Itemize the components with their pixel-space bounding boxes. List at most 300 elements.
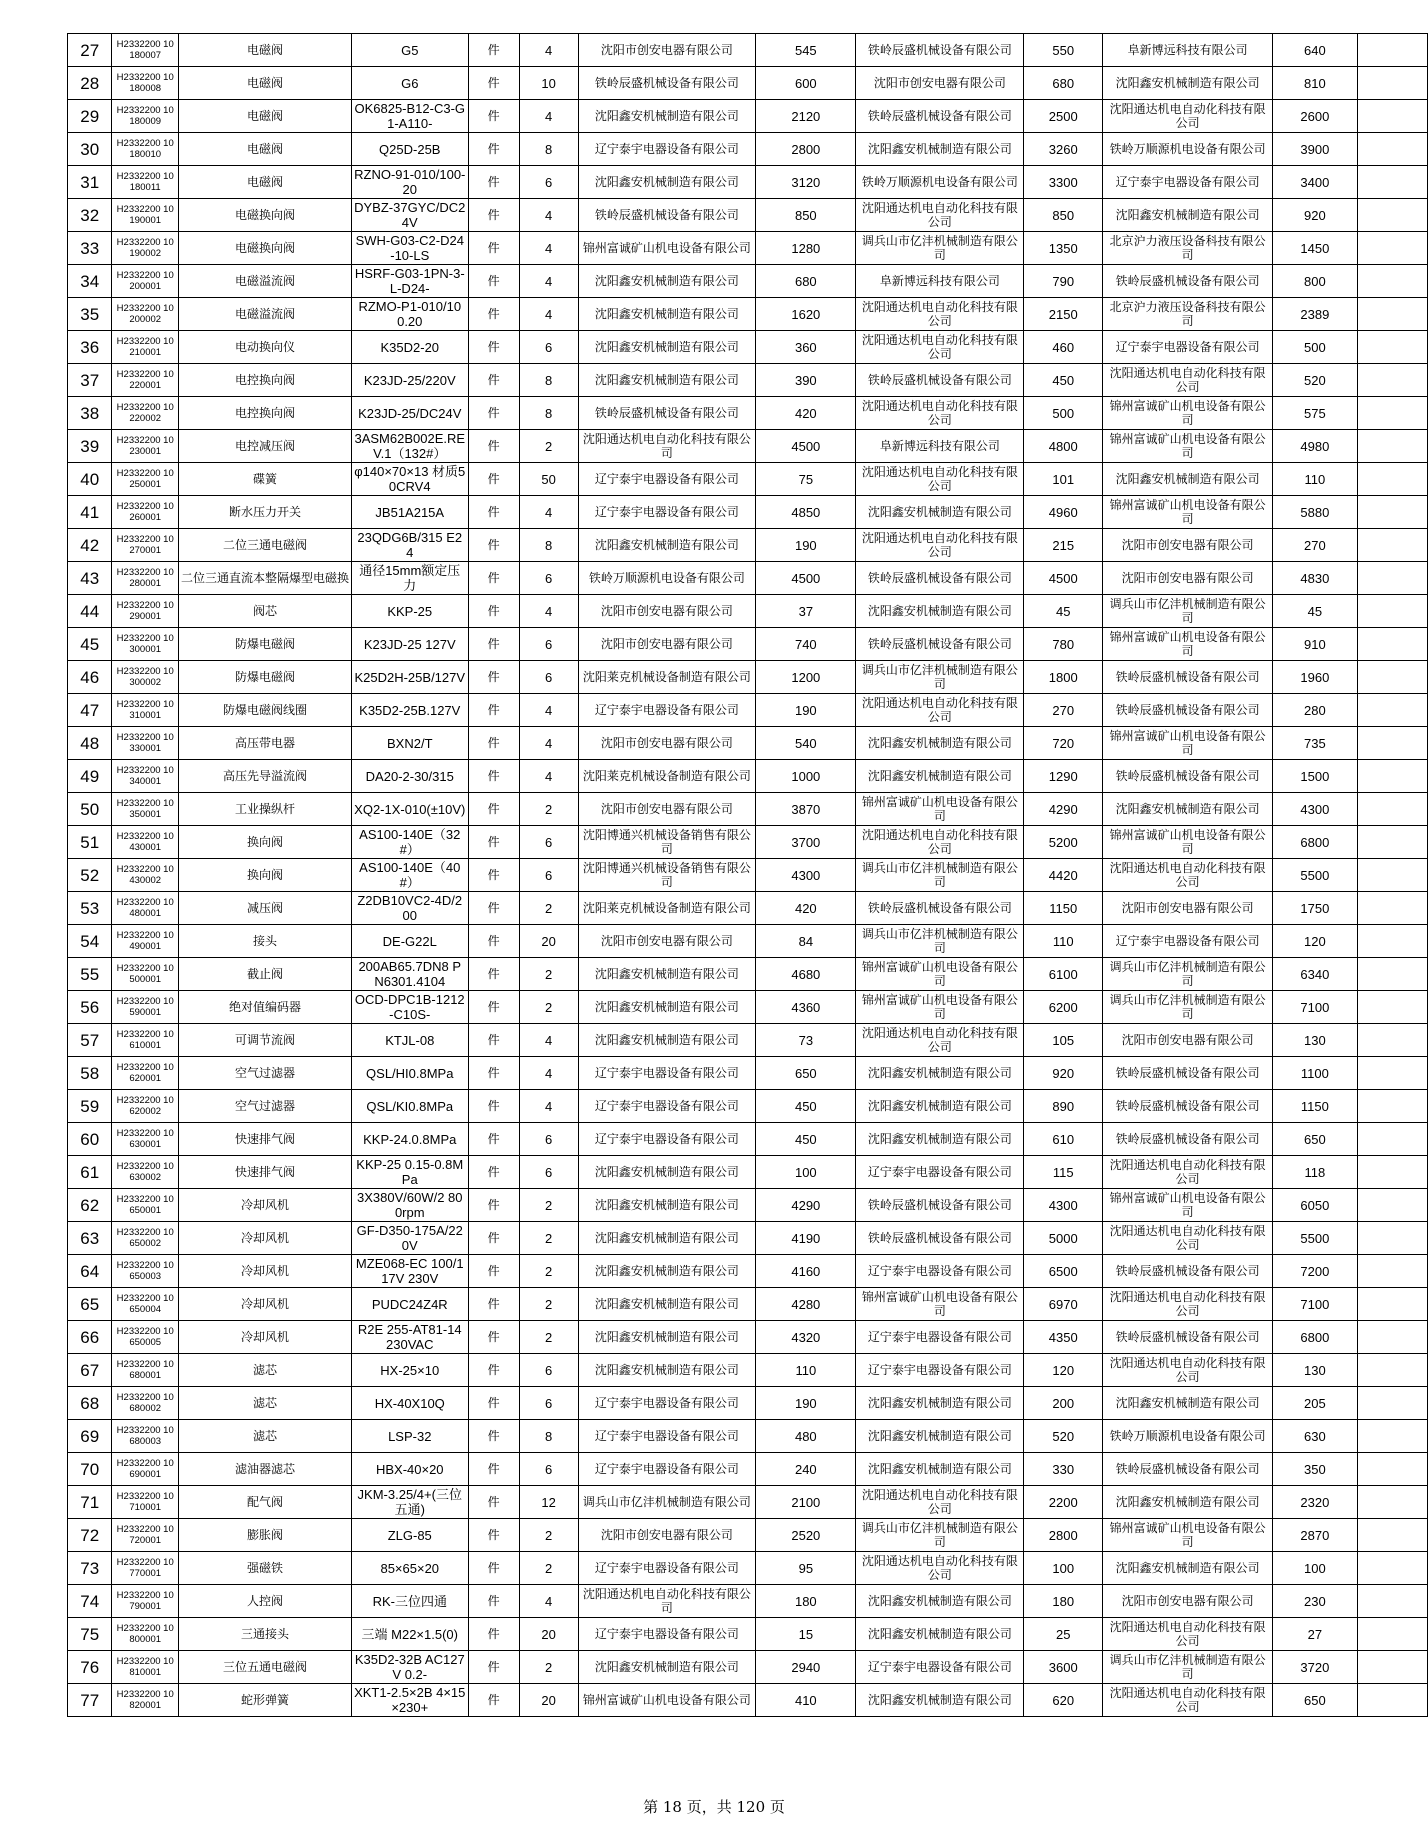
supplier-2-cell: 沈阳鑫安机械制造有限公司 [856, 1057, 1024, 1090]
blank-cell [1357, 100, 1427, 133]
price-3-cell: 130 [1273, 1024, 1358, 1057]
item-code-cell: H2332200 10180007 [112, 34, 179, 67]
supplier-1-cell: 沈阳市创安电器有限公司 [578, 925, 756, 958]
supplier-3-cell: 沈阳鑫安机械制造有限公司 [1103, 1486, 1273, 1519]
supplier-3-cell: 沈阳通达机电自动化科技有限公司 [1103, 1684, 1273, 1717]
supplier-2-cell: 沈阳鑫安机械制造有限公司 [856, 496, 1024, 529]
item-spec-cell: ZLG-85 [351, 1519, 468, 1552]
supplier-1-cell: 沈阳市创安电器有限公司 [578, 1519, 756, 1552]
price-1-cell: 3700 [756, 826, 856, 859]
item-name-cell: 电磁溢流阀 [178, 298, 351, 331]
supplier-3-cell: 铁岭辰盛机械设备有限公司 [1103, 1321, 1273, 1354]
row-number-cell: 49 [68, 760, 112, 793]
item-spec-cell: 3X380V/60W/2 800rpm [351, 1189, 468, 1222]
supplier-3-cell: 铁岭辰盛机械设备有限公司 [1103, 1123, 1273, 1156]
supplier-1-cell: 辽宁泰宇电器设备有限公司 [578, 1552, 756, 1585]
table-row [68, 661, 1428, 694]
supplier-3-cell: 沈阳市创安电器有限公司 [1103, 892, 1273, 925]
item-code-cell: H2332200 10340001 [112, 760, 179, 793]
blank-cell [1357, 1387, 1427, 1420]
item-name-cell: 电磁换向阀 [178, 199, 351, 232]
unit-cell: 件 [468, 529, 519, 562]
item-code-cell: H2332200 10490001 [112, 925, 179, 958]
item-code-cell: H2332200 10310001 [112, 694, 179, 727]
blank-cell [1357, 826, 1427, 859]
row-number-cell: 66 [68, 1321, 112, 1354]
quantity-cell: 4 [519, 199, 578, 232]
price-2-cell: 460 [1024, 331, 1103, 364]
price-2-cell: 1290 [1024, 760, 1103, 793]
supplier-1-cell: 沈阳鑫安机械制造有限公司 [578, 991, 756, 1024]
item-spec-cell: RK-三位四通 [351, 1585, 468, 1618]
blank-cell [1357, 265, 1427, 298]
quantity-cell: 50 [519, 463, 578, 496]
item-code-cell: H2332200 10220002 [112, 397, 179, 430]
item-code-cell: H2332200 10810001 [112, 1651, 179, 1684]
blank-cell [1357, 760, 1427, 793]
supplier-1-cell: 沈阳鑫安机械制造有限公司 [578, 1222, 756, 1255]
blank-cell [1357, 694, 1427, 727]
table-row [68, 1453, 1428, 1486]
quantity-cell: 6 [519, 1453, 578, 1486]
item-name-cell: 电磁阀 [178, 34, 351, 67]
table-row [68, 430, 1428, 463]
item-spec-cell: R2E 255-AT81-14 230VAC [351, 1321, 468, 1354]
item-code-cell: H2332200 10650002 [112, 1222, 179, 1255]
item-code-cell: H2332200 10350001 [112, 793, 179, 826]
quantity-cell: 8 [519, 529, 578, 562]
blank-cell [1357, 1057, 1427, 1090]
item-name-cell: 电磁阀 [178, 133, 351, 166]
quantity-cell: 2 [519, 958, 578, 991]
unit-cell: 件 [468, 1123, 519, 1156]
item-name-cell: 强磁铁 [178, 1552, 351, 1585]
price-2-cell: 6970 [1024, 1288, 1103, 1321]
table-row [68, 1090, 1428, 1123]
table-row [68, 1024, 1428, 1057]
supplier-1-cell: 锦州富诚矿山机电设备有限公司 [578, 1684, 756, 1717]
item-code-cell: H2332200 10180011 [112, 166, 179, 199]
blank-cell [1357, 1585, 1427, 1618]
price-1-cell: 100 [756, 1156, 856, 1189]
price-3-cell: 5500 [1273, 1222, 1358, 1255]
item-name-cell: 防爆电磁阀 [178, 661, 351, 694]
price-2-cell: 4290 [1024, 793, 1103, 826]
item-code-cell: H2332200 10650004 [112, 1288, 179, 1321]
unit-cell: 件 [468, 1684, 519, 1717]
row-number-cell: 30 [68, 133, 112, 166]
item-code-cell: H2332200 10200001 [112, 265, 179, 298]
table-row [68, 397, 1428, 430]
item-spec-cell: G5 [351, 34, 468, 67]
blank-cell [1357, 562, 1427, 595]
table-row [68, 1123, 1428, 1156]
price-1-cell: 4280 [756, 1288, 856, 1321]
price-2-cell: 3300 [1024, 166, 1103, 199]
item-spec-cell: KKP-24.0.8MPa [351, 1123, 468, 1156]
price-1-cell: 4500 [756, 430, 856, 463]
quantity-cell: 4 [519, 496, 578, 529]
table-row [68, 892, 1428, 925]
item-name-cell: 工业操纵杆 [178, 793, 351, 826]
row-number-cell: 37 [68, 364, 112, 397]
item-name-cell: 冷却风机 [178, 1222, 351, 1255]
blank-cell [1357, 298, 1427, 331]
item-name-cell: 冷却风机 [178, 1321, 351, 1354]
supplier-2-cell: 沈阳鑫安机械制造有限公司 [856, 595, 1024, 628]
price-2-cell: 680 [1024, 67, 1103, 100]
supplier-2-cell: 锦州富诚矿山机电设备有限公司 [856, 1288, 1024, 1321]
price-2-cell: 4300 [1024, 1189, 1103, 1222]
price-1-cell: 4160 [756, 1255, 856, 1288]
table-row [68, 1651, 1428, 1684]
row-number-cell: 34 [68, 265, 112, 298]
supplier-1-cell: 沈阳莱克机械设备制造有限公司 [578, 760, 756, 793]
quantity-cell: 4 [519, 1585, 578, 1618]
unit-cell: 件 [468, 991, 519, 1024]
row-number-cell: 61 [68, 1156, 112, 1189]
blank-cell [1357, 1552, 1427, 1585]
item-name-cell: 滤芯 [178, 1354, 351, 1387]
price-2-cell: 3260 [1024, 133, 1103, 166]
supplier-1-cell: 沈阳市创安电器有限公司 [578, 595, 756, 628]
item-code-cell: H2332200 10210001 [112, 331, 179, 364]
item-spec-cell: QSL/HI0.8MPa [351, 1057, 468, 1090]
price-2-cell: 4500 [1024, 562, 1103, 595]
table-row [68, 1486, 1428, 1519]
supplier-2-cell: 沈阳鑫安机械制造有限公司 [856, 1585, 1024, 1618]
table-row [68, 1156, 1428, 1189]
row-number-cell: 77 [68, 1684, 112, 1717]
item-name-cell: 电磁溢流阀 [178, 265, 351, 298]
table-row [68, 1387, 1428, 1420]
row-number-cell: 63 [68, 1222, 112, 1255]
supplier-3-cell: 铁岭辰盛机械设备有限公司 [1103, 1255, 1273, 1288]
item-name-cell: 高压带电器 [178, 727, 351, 760]
supplier-2-cell: 沈阳鑫安机械制造有限公司 [856, 1123, 1024, 1156]
unit-cell: 件 [468, 1321, 519, 1354]
price-2-cell: 2150 [1024, 298, 1103, 331]
supplier-3-cell: 辽宁泰宇电器设备有限公司 [1103, 925, 1273, 958]
table-row [68, 265, 1428, 298]
blank-cell [1357, 958, 1427, 991]
supplier-1-cell: 沈阳鑫安机械制造有限公司 [578, 166, 756, 199]
unit-cell: 件 [468, 595, 519, 628]
item-spec-cell: DYBZ-37GYC/DC24V [351, 199, 468, 232]
blank-cell [1357, 793, 1427, 826]
price-1-cell: 73 [756, 1024, 856, 1057]
price-3-cell: 1500 [1273, 760, 1358, 793]
item-name-cell: 断水压力开关 [178, 496, 351, 529]
price-2-cell: 4960 [1024, 496, 1103, 529]
item-code-cell: H2332200 10480001 [112, 892, 179, 925]
item-code-cell: H2332200 10610001 [112, 1024, 179, 1057]
quantity-cell: 4 [519, 727, 578, 760]
supplier-1-cell: 沈阳鑫安机械制造有限公司 [578, 364, 756, 397]
row-number-cell: 74 [68, 1585, 112, 1618]
unit-cell: 件 [468, 562, 519, 595]
supplier-1-cell: 沈阳鑫安机械制造有限公司 [578, 1024, 756, 1057]
item-code-cell: H2332200 10630002 [112, 1156, 179, 1189]
supplier-2-cell: 铁岭辰盛机械设备有限公司 [856, 562, 1024, 595]
row-number-cell: 73 [68, 1552, 112, 1585]
table-row [68, 1057, 1428, 1090]
supplier-2-cell: 辽宁泰宇电器设备有限公司 [856, 1255, 1024, 1288]
item-code-cell: H2332200 10710001 [112, 1486, 179, 1519]
supplier-3-cell: 沈阳鑫安机械制造有限公司 [1103, 463, 1273, 496]
supplier-3-cell: 沈阳通达机电自动化科技有限公司 [1103, 1156, 1273, 1189]
price-2-cell: 200 [1024, 1387, 1103, 1420]
supplier-3-cell: 沈阳通达机电自动化科技有限公司 [1103, 364, 1273, 397]
item-spec-cell: G6 [351, 67, 468, 100]
row-number-cell: 38 [68, 397, 112, 430]
price-2-cell: 3600 [1024, 1651, 1103, 1684]
row-number-cell: 43 [68, 562, 112, 595]
price-2-cell: 180 [1024, 1585, 1103, 1618]
price-3-cell: 27 [1273, 1618, 1358, 1651]
supplier-1-cell: 沈阳鑫安机械制造有限公司 [578, 1255, 756, 1288]
item-name-cell: 防爆电磁阀线圈 [178, 694, 351, 727]
supplier-1-cell: 辽宁泰宇电器设备有限公司 [578, 694, 756, 727]
quantity-cell: 6 [519, 859, 578, 892]
price-2-cell: 215 [1024, 529, 1103, 562]
blank-cell [1357, 1486, 1427, 1519]
unit-cell: 件 [468, 331, 519, 364]
supplier-3-cell: 沈阳鑫安机械制造有限公司 [1103, 199, 1273, 232]
blank-cell [1357, 1420, 1427, 1453]
unit-cell: 件 [468, 925, 519, 958]
item-code-cell: H2332200 10650005 [112, 1321, 179, 1354]
item-name-cell: 三通接头 [178, 1618, 351, 1651]
unit-cell: 件 [468, 1354, 519, 1387]
supplier-3-cell: 铁岭辰盛机械设备有限公司 [1103, 265, 1273, 298]
row-number-cell: 64 [68, 1255, 112, 1288]
price-3-cell: 4300 [1273, 793, 1358, 826]
item-name-cell: 滤油器滤芯 [178, 1453, 351, 1486]
supplier-3-cell: 沈阳市创安电器有限公司 [1103, 562, 1273, 595]
price-1-cell: 680 [756, 265, 856, 298]
item-spec-cell: BXN2/T [351, 727, 468, 760]
unit-cell: 件 [468, 727, 519, 760]
supplier-1-cell: 沈阳鑫安机械制造有限公司 [578, 1321, 756, 1354]
unit-cell: 件 [468, 397, 519, 430]
price-1-cell: 4190 [756, 1222, 856, 1255]
item-spec-cell: OCD-DPC1B-1212-C10S- [351, 991, 468, 1024]
unit-cell: 件 [468, 1552, 519, 1585]
supplier-3-cell: 辽宁泰宇电器设备有限公司 [1103, 331, 1273, 364]
supplier-3-cell: 沈阳通达机电自动化科技有限公司 [1103, 859, 1273, 892]
quantity-cell: 2 [519, 1321, 578, 1354]
page-footer: 第 18 页，共 120 页 [643, 1798, 785, 1816]
table-row [68, 595, 1428, 628]
supplier-1-cell: 辽宁泰宇电器设备有限公司 [578, 1387, 756, 1420]
table-row [68, 298, 1428, 331]
blank-cell [1357, 595, 1427, 628]
unit-cell: 件 [468, 1024, 519, 1057]
item-code-cell: H2332200 10820001 [112, 1684, 179, 1717]
supplier-1-cell: 调兵山市亿沣机械制造有限公司 [578, 1486, 756, 1519]
item-spec-cell: PUDC24Z4R [351, 1288, 468, 1321]
supplier-3-cell: 铁岭辰盛机械设备有限公司 [1103, 694, 1273, 727]
item-name-cell: 截止阀 [178, 958, 351, 991]
quantity-cell: 2 [519, 1222, 578, 1255]
blank-cell [1357, 727, 1427, 760]
quantity-cell: 2 [519, 1552, 578, 1585]
quantity-cell: 2 [519, 793, 578, 826]
supplier-3-cell: 沈阳通达机电自动化科技有限公司 [1103, 1354, 1273, 1387]
price-2-cell: 620 [1024, 1684, 1103, 1717]
price-1-cell: 110 [756, 1354, 856, 1387]
table-row [68, 694, 1428, 727]
item-spec-cell: K25D2H-25B/127V [351, 661, 468, 694]
row-number-cell: 52 [68, 859, 112, 892]
item-code-cell: H2332200 10720001 [112, 1519, 179, 1552]
quantity-cell: 2 [519, 991, 578, 1024]
supplier-3-cell: 铁岭万顺源机电设备有限公司 [1103, 1420, 1273, 1453]
item-code-cell: H2332200 10790001 [112, 1585, 179, 1618]
supplier-3-cell: 沈阳通达机电自动化科技有限公司 [1103, 100, 1273, 133]
price-3-cell: 2320 [1273, 1486, 1358, 1519]
unit-cell: 件 [468, 628, 519, 661]
item-code-cell: H2332200 10180010 [112, 133, 179, 166]
price-2-cell: 101 [1024, 463, 1103, 496]
blank-cell [1357, 661, 1427, 694]
supplier-1-cell: 沈阳鑫安机械制造有限公司 [578, 100, 756, 133]
item-code-cell: H2332200 10190001 [112, 199, 179, 232]
price-2-cell: 450 [1024, 364, 1103, 397]
table-row [68, 1519, 1428, 1552]
item-name-cell: 电控换向阀 [178, 364, 351, 397]
item-spec-cell: SWH-G03-C2-D24-10-LS [351, 232, 468, 265]
item-code-cell: H2332200 10680003 [112, 1420, 179, 1453]
table-row [68, 133, 1428, 166]
quantity-cell: 10 [519, 67, 578, 100]
supplier-3-cell: 锦州富诚矿山机电设备有限公司 [1103, 826, 1273, 859]
supplier-1-cell: 辽宁泰宇电器设备有限公司 [578, 1453, 756, 1486]
supplier-3-cell: 锦州富诚矿山机电设备有限公司 [1103, 727, 1273, 760]
price-3-cell: 7100 [1273, 991, 1358, 1024]
price-1-cell: 15 [756, 1618, 856, 1651]
unit-cell: 件 [468, 199, 519, 232]
unit-cell: 件 [468, 1387, 519, 1420]
price-1-cell: 545 [756, 34, 856, 67]
row-number-cell: 54 [68, 925, 112, 958]
item-spec-cell: K23JD-25 127V [351, 628, 468, 661]
price-1-cell: 190 [756, 694, 856, 727]
item-spec-cell: HSRF-G03-1PN-3-L-D24- [351, 265, 468, 298]
item-spec-cell: K23JD-25/DC24V [351, 397, 468, 430]
price-3-cell: 575 [1273, 397, 1358, 430]
quantity-cell: 2 [519, 430, 578, 463]
table-row [68, 925, 1428, 958]
blank-cell [1357, 1255, 1427, 1288]
blank-cell [1357, 529, 1427, 562]
item-code-cell: H2332200 10290001 [112, 595, 179, 628]
supplier-2-cell: 锦州富诚矿山机电设备有限公司 [856, 793, 1024, 826]
item-code-cell: H2332200 10230001 [112, 430, 179, 463]
blank-cell [1357, 1453, 1427, 1486]
supplier-2-cell: 辽宁泰宇电器设备有限公司 [856, 1156, 1024, 1189]
price-2-cell: 105 [1024, 1024, 1103, 1057]
item-name-cell: 换向阀 [178, 826, 351, 859]
price-1-cell: 740 [756, 628, 856, 661]
price-2-cell: 120 [1024, 1354, 1103, 1387]
supplier-3-cell: 沈阳鑫安机械制造有限公司 [1103, 67, 1273, 100]
item-code-cell: H2332200 10620001 [112, 1057, 179, 1090]
item-name-cell: 减压阀 [178, 892, 351, 925]
quantity-cell: 6 [519, 1387, 578, 1420]
price-2-cell: 45 [1024, 595, 1103, 628]
table-row [68, 199, 1428, 232]
quantity-cell: 2 [519, 1255, 578, 1288]
item-spec-cell: AS100-140E（40#） [351, 859, 468, 892]
item-spec-cell: 85×65×20 [351, 1552, 468, 1585]
unit-cell: 件 [468, 1156, 519, 1189]
price-2-cell: 2200 [1024, 1486, 1103, 1519]
supplier-2-cell: 沈阳鑫安机械制造有限公司 [856, 1618, 1024, 1651]
supplier-2-cell: 沈阳鑫安机械制造有限公司 [856, 1387, 1024, 1420]
item-name-cell: 防爆电磁阀 [178, 628, 351, 661]
row-number-cell: 48 [68, 727, 112, 760]
price-1-cell: 360 [756, 331, 856, 364]
unit-cell: 件 [468, 694, 519, 727]
item-code-cell: H2332200 10650003 [112, 1255, 179, 1288]
quantity-cell: 20 [519, 1684, 578, 1717]
unit-cell: 件 [468, 364, 519, 397]
supplier-1-cell: 铁岭辰盛机械设备有限公司 [578, 199, 756, 232]
price-1-cell: 2520 [756, 1519, 856, 1552]
unit-cell: 件 [468, 1618, 519, 1651]
quantity-cell: 2 [519, 1288, 578, 1321]
item-spec-cell: JKM-3.25/4+(三位五通) [351, 1486, 468, 1519]
supplier-2-cell: 铁岭辰盛机械设备有限公司 [856, 628, 1024, 661]
price-3-cell: 3900 [1273, 133, 1358, 166]
row-number-cell: 27 [68, 34, 112, 67]
blank-cell [1357, 1156, 1427, 1189]
unit-cell: 件 [468, 166, 519, 199]
supplier-1-cell: 辽宁泰宇电器设备有限公司 [578, 463, 756, 496]
supplier-1-cell: 辽宁泰宇电器设备有限公司 [578, 1057, 756, 1090]
quantity-cell: 4 [519, 760, 578, 793]
price-2-cell: 1150 [1024, 892, 1103, 925]
item-spec-cell: JB51A215A [351, 496, 468, 529]
blank-cell [1357, 331, 1427, 364]
row-number-cell: 67 [68, 1354, 112, 1387]
supplier-1-cell: 辽宁泰宇电器设备有限公司 [578, 1123, 756, 1156]
item-spec-cell: 3ASM62B002E.REV.1（132#） [351, 430, 468, 463]
price-3-cell: 2600 [1273, 100, 1358, 133]
price-2-cell: 5000 [1024, 1222, 1103, 1255]
unit-cell: 件 [468, 859, 519, 892]
price-1-cell: 4360 [756, 991, 856, 1024]
supplier-3-cell: 沈阳通达机电自动化科技有限公司 [1103, 1618, 1273, 1651]
item-spec-cell: Z2DB10VC2-4D/200 [351, 892, 468, 925]
row-number-cell: 46 [68, 661, 112, 694]
supplier-2-cell: 调兵山市亿沣机械制造有限公司 [856, 1519, 1024, 1552]
price-3-cell: 1960 [1273, 661, 1358, 694]
unit-cell: 件 [468, 892, 519, 925]
table-row [68, 232, 1428, 265]
supplier-1-cell: 沈阳鑫安机械制造有限公司 [578, 331, 756, 364]
quantity-cell: 4 [519, 595, 578, 628]
supplier-2-cell: 调兵山市亿沣机械制造有限公司 [856, 859, 1024, 892]
blank-cell [1357, 892, 1427, 925]
item-code-cell: H2332200 10220001 [112, 364, 179, 397]
price-3-cell: 800 [1273, 265, 1358, 298]
unit-cell: 件 [468, 496, 519, 529]
unit-cell: 件 [468, 826, 519, 859]
supplier-2-cell: 铁岭万顺源机电设备有限公司 [856, 166, 1024, 199]
